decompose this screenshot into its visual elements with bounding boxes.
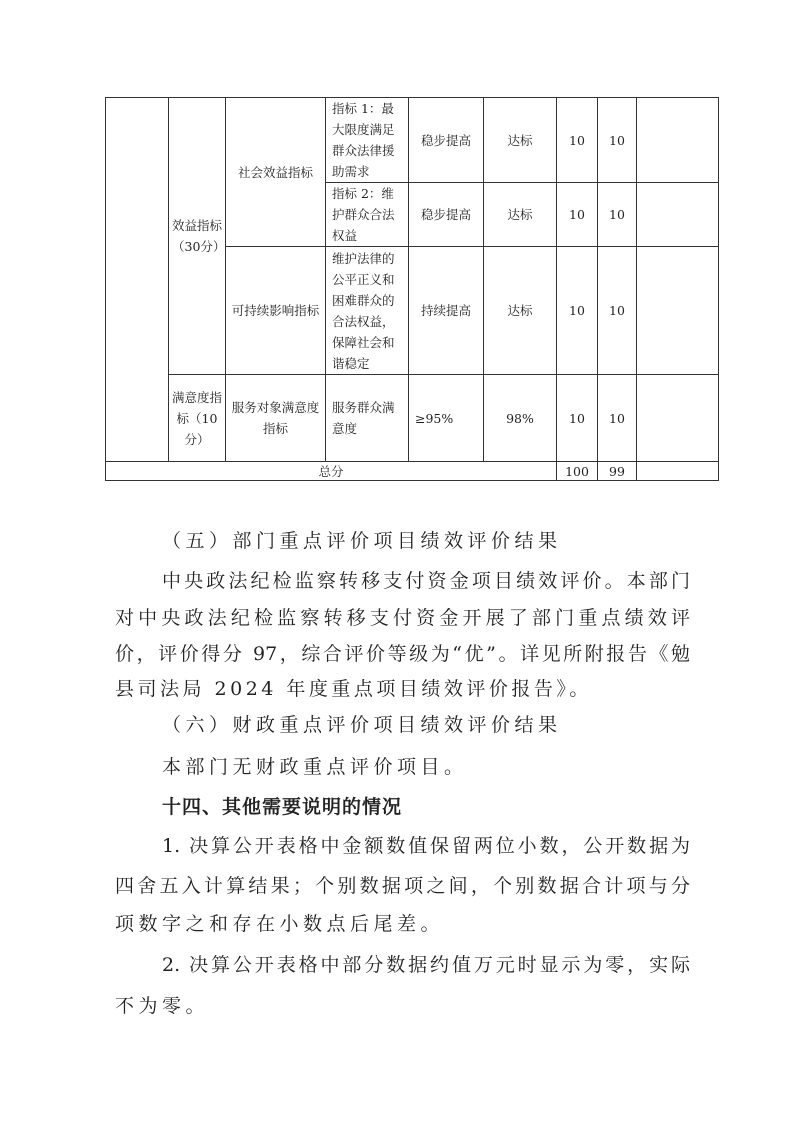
- table-cell-target: ≥95%: [409, 375, 484, 462]
- table-cell-target: 稳步提高: [409, 98, 484, 183]
- table-cell-weight: 10: [557, 247, 598, 375]
- paragraph-line: 四舍五入计算结果；个别数据项之间，个别数据合计项与分: [115, 875, 690, 897]
- table-cell-level2: 社会效益指标: [226, 98, 326, 247]
- paragraph-line: 价，评价得分 97，综合评价等级为“优”。详见所附报告《勉: [115, 643, 690, 665]
- total-label: 总分: [106, 462, 557, 481]
- paragraph-line: 县司法局 2024 年度重点项目绩效评价报告》。: [115, 678, 592, 700]
- table-cell-actual: 达标: [484, 98, 557, 183]
- table-cell-indicator: 指标 1：最大限度满足群众法律援助需求: [326, 98, 409, 183]
- table-cell-indicator: 维护法律的公平正义和困难群众的合法权益，保障社会和谐稳定: [326, 247, 409, 375]
- table-cell-target: 持续提高: [409, 247, 484, 375]
- table-cell-score: 10: [598, 183, 637, 247]
- table-cell-score: 10: [598, 247, 637, 375]
- total-score: 99: [598, 462, 637, 481]
- table-cell-level1: 满意度指标（10分）: [169, 375, 226, 462]
- table-cell-weight: 10: [557, 98, 598, 183]
- table-cell-weight: 10: [557, 183, 598, 247]
- table-row: [106, 375, 719, 462]
- section-six-text: 本部门无财政重点评价项目。: [162, 756, 468, 778]
- total-weight: 100: [557, 462, 598, 481]
- table-cell-actual: 达标: [484, 247, 557, 375]
- table-cell-indicator: 指标 2：维护群众合法权益: [326, 183, 409, 247]
- table-cell-level2: 服务对象满意度指标: [226, 375, 326, 462]
- performance-indicator-table: [105, 97, 719, 481]
- table-row: [106, 98, 719, 183]
- table-cell-indicator: 服务群众满意度: [326, 375, 409, 462]
- table-cell-note: [637, 247, 719, 375]
- paragraph-line: 2. 决算公开表格中部分数据约值万元时显示为零，实际: [162, 954, 690, 976]
- paragraph-line: 不为零。: [115, 995, 210, 1017]
- table-cell-note: [637, 183, 719, 247]
- table-cell-score: 10: [598, 98, 637, 183]
- section-six-heading: （六）财政重点评价项目绩效评价结果: [162, 714, 562, 736]
- section-five-heading: （五）部门重点评价项目绩效评价结果: [162, 530, 562, 552]
- table-cell-score: 10: [598, 375, 637, 462]
- table-cell-weight: 10: [557, 375, 598, 462]
- table-cell-target: 稳步提高: [409, 183, 484, 247]
- table-cell-level1: 效益指标（30分）: [169, 98, 226, 375]
- paragraph-line: 1. 决算公开表格中金额数值保留两位小数，公开数据为: [162, 835, 690, 857]
- table-cell-level0: [106, 98, 169, 462]
- table-total-row: [106, 462, 719, 481]
- section-fourteen-heading: 十四、其他需要说明的情况: [162, 796, 403, 818]
- paragraph-line: 对中央政法纪检监察转移支付资金开展了部门重点绩效评: [115, 607, 690, 629]
- paragraph-line: 项数字之和存在小数点后尾差。: [115, 913, 445, 935]
- table-cell-actual: 98%: [484, 375, 557, 462]
- table-cell-note: [637, 98, 719, 183]
- paragraph-line: 中央政法纪检监察转移支付资金项目绩效评价。本部门: [162, 570, 690, 592]
- table-cell-note: [637, 375, 719, 462]
- table-cell-actual: 达标: [484, 183, 557, 247]
- table-cell-level2: 可持续影响指标: [226, 247, 326, 375]
- total-note: [637, 462, 719, 481]
